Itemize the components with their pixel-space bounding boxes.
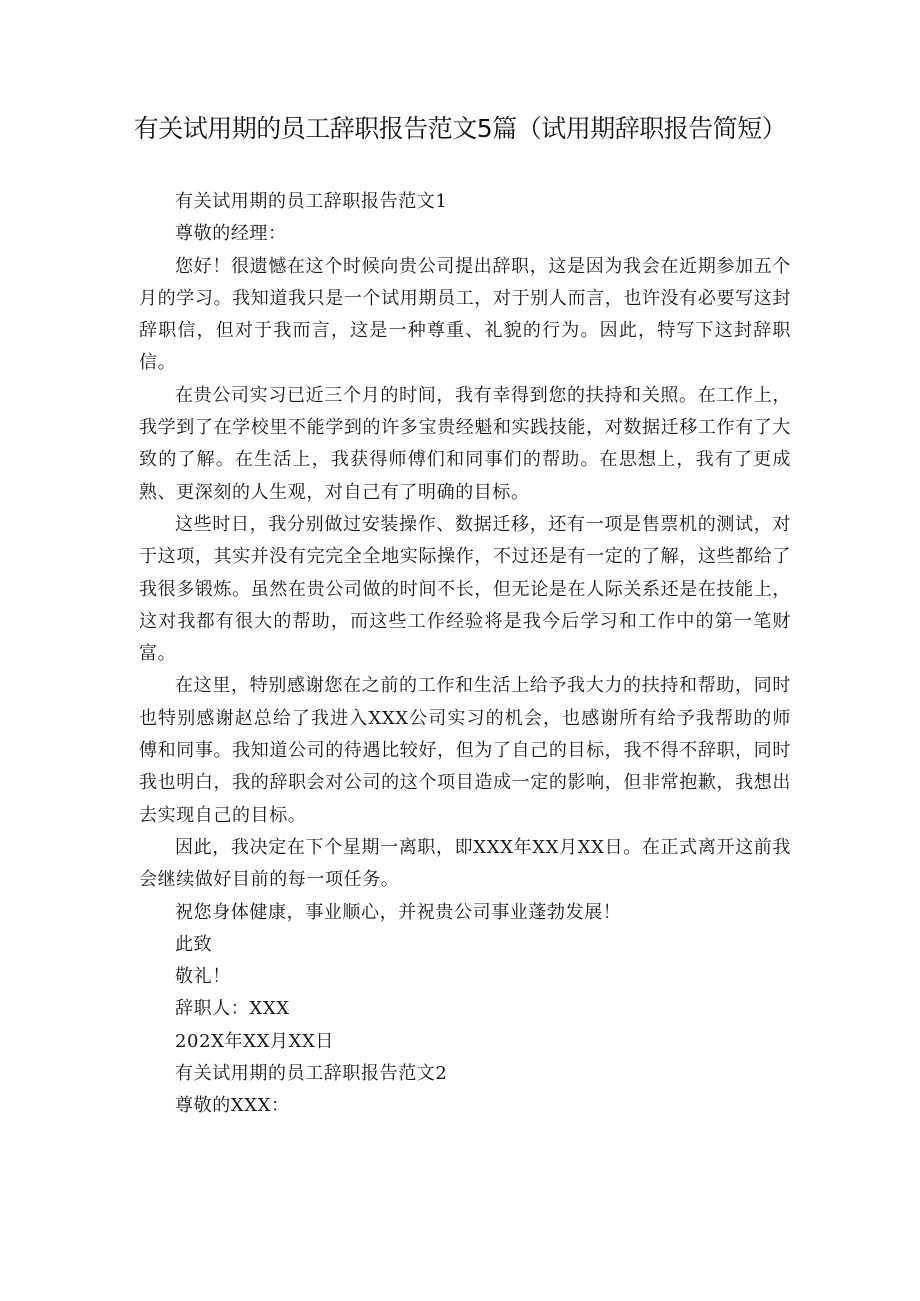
document-body bbox=[139, 186, 791, 1123]
body-paragraph: 在贵公司实习已近三个月的时间，我有幸得到您的扶持和关照。在工作上，我学到了在学校里不能学到的许多宝贵经魁和实践技能，对数据迁移工作有了大致的了解。在生活上，我获得师傅们和同事们的帮助。在思想上，我有了更成熟、更深刻的人生观，对自己有了明确的目标。 bbox=[139, 384, 791, 503]
section-heading-2: 有关试用期的员工辞职报告范文2 bbox=[175, 1063, 448, 1085]
body-paragraph: 这些时日，我分别做过安装操作、数据迁移，还有一项是售票机的测试，对于这项，其实并没有完完全全地实际操作，不过还是有一定的了解，这些都给了我很多锻炼。虽然在贵公司做的时间不长，但无论是在人际关系还是在技能上，这对我都有很大的帮助，而这些工作经验将是我今后学习和工作中的第一笔财富。 bbox=[139, 513, 791, 665]
salutation-2: 尊敬的XXX： bbox=[175, 1095, 290, 1117]
document-title: 有关试用期的员工辞职报告范文5篇（试用期辞职报告简短） bbox=[133, 114, 787, 143]
signature-line: 辞职人：XXX bbox=[175, 998, 290, 1020]
section-heading-1: 有关试用期的员工辞职报告范文1 bbox=[175, 191, 448, 212]
salutation: 尊敬的经理： bbox=[175, 223, 287, 245]
body-paragraph: 在这里，特别感谢您在之前的工作和生活上给予我大力的扶持和帮助，同时也特别感谢赵总给了我进入XXX公司实习的机会，也感谢所有给予我帮助的师傅和同事。我知道公司的待遇比较好，但为了自己的目标，我不得不辞职，同时我也明白，我的辞职会对公司的这个项目造成一定的影响，但非常抱歉，我想出去实现自己的目标。 bbox=[139, 675, 791, 826]
closing-jingli: 敬礼！ bbox=[175, 966, 231, 988]
body-paragraph: 您好！很遗憾在这个时候向贵公司提出辞职，这是因为我会在近期参加五个月的学习。我知道我只是一个试用期员工，对于别人而言，也许没有必要写这封辞职信，但对于我而言，这是一种尊重、礼貌的行为。因此，特写下这封辞职信。 bbox=[139, 255, 791, 374]
closing-cizhi: 此致 bbox=[175, 933, 213, 955]
closing-wish: 祝您身体健康，事业顺心，并祝贵公司事业蓬勃发展！ bbox=[175, 901, 622, 923]
date-line: 202X年XX月XX日 bbox=[175, 1030, 335, 1052]
body-paragraph: 因此，我决定在下个星期一离职，即XXX年XX月XX日。在正式离开这前我会继续做好目前的每一项任务。 bbox=[139, 836, 791, 891]
